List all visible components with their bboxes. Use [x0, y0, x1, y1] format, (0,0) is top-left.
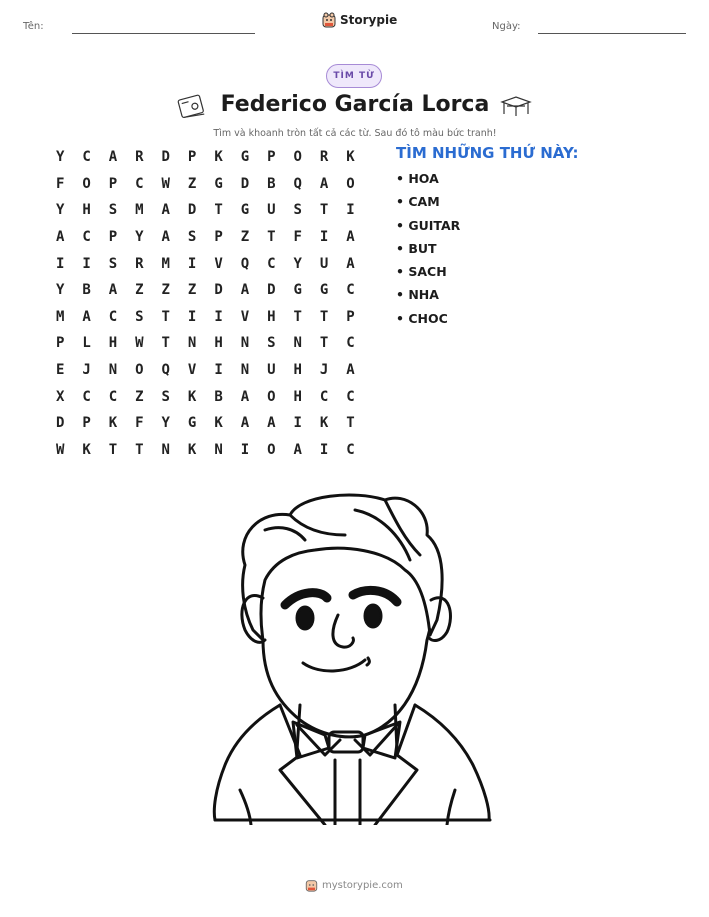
- grid-letter[interactable]: T: [267, 229, 276, 246]
- grid-letter[interactable]: N: [240, 362, 250, 379]
- grid-letter[interactable]: T: [346, 415, 355, 432]
- grid-row: [47, 144, 364, 171]
- grid-letter[interactable]: I: [187, 255, 197, 272]
- grid-letter[interactable]: C: [108, 388, 118, 405]
- grid-letter[interactable]: P: [214, 229, 223, 246]
- date-label: Ngày:: [492, 21, 521, 32]
- grid-letter[interactable]: C: [319, 388, 329, 405]
- grid-letter[interactable]: C: [346, 335, 355, 352]
- grid-letter[interactable]: C: [267, 255, 276, 272]
- grid-letter[interactable]: P: [346, 308, 355, 325]
- grid-letter[interactable]: S: [108, 255, 118, 272]
- grid-letter[interactable]: N: [240, 335, 250, 352]
- grid-letter[interactable]: A: [293, 441, 302, 458]
- grid-letter[interactable]: K: [214, 415, 223, 432]
- grid-letter[interactable]: A: [108, 282, 118, 299]
- word-item: • GUITAR: [396, 217, 461, 233]
- word-search-badge: TÌM TỪ: [326, 64, 382, 88]
- grid-letter[interactable]: N: [108, 362, 118, 379]
- book-icon: [176, 92, 208, 122]
- grid-letter[interactable]: Y: [55, 282, 65, 299]
- grid-letter[interactable]: S: [108, 202, 118, 219]
- grid-row: [47, 250, 364, 277]
- grid-letter[interactable]: C: [108, 308, 118, 325]
- grid-row: [47, 383, 364, 410]
- grid-letter[interactable]: I: [214, 362, 223, 379]
- grid-letter[interactable]: P: [187, 149, 197, 166]
- grid-letter[interactable]: A: [108, 149, 118, 166]
- word-list-heading: TÌM NHỮNG THỨ NÀY:: [396, 144, 579, 162]
- word-item: • NHA: [396, 287, 439, 303]
- word-item: • CAM: [396, 194, 440, 210]
- grid-letter[interactable]: V: [240, 308, 250, 325]
- grid-letter[interactable]: R: [135, 149, 144, 166]
- grid-row: [47, 277, 364, 304]
- grid-letter[interactable]: C: [346, 282, 355, 299]
- grid-letter[interactable]: O: [346, 175, 355, 192]
- word-item: • SACH: [396, 264, 447, 280]
- brand: [322, 12, 397, 28]
- grid-letter[interactable]: F: [293, 229, 302, 246]
- storypie-footer-logo-icon: [305, 878, 318, 892]
- grid-letter[interactable]: N: [293, 335, 302, 352]
- grid-letter[interactable]: T: [135, 441, 144, 458]
- footer: [305, 878, 403, 892]
- grid-letter[interactable]: O: [267, 441, 276, 458]
- grid-letter[interactable]: I: [293, 415, 302, 432]
- grid-letter[interactable]: A: [82, 308, 91, 325]
- grid-letter[interactable]: O: [82, 175, 91, 192]
- grid-letter[interactable]: D: [267, 282, 276, 299]
- grid-letter[interactable]: O: [267, 388, 276, 405]
- grid-letter[interactable]: M: [55, 308, 65, 325]
- grid-letter[interactable]: I: [187, 308, 197, 325]
- footer-url: mystorypie.com: [322, 879, 403, 891]
- grid-row: [47, 437, 364, 464]
- grid-letter[interactable]: T: [108, 441, 118, 458]
- grid-letter[interactable]: H: [293, 362, 302, 379]
- word-item: • BUT: [396, 240, 437, 256]
- grid-row: [47, 357, 364, 384]
- grid-letter[interactable]: Q: [240, 255, 250, 272]
- grid-letter[interactable]: A: [240, 388, 250, 405]
- grid-letter[interactable]: I: [319, 441, 329, 458]
- grid-letter[interactable]: A: [319, 175, 329, 192]
- grid-row: [47, 304, 364, 331]
- grid-letter[interactable]: K: [108, 415, 118, 432]
- grid-letter[interactable]: W: [55, 441, 65, 458]
- grid-letter[interactable]: K: [346, 149, 355, 166]
- grid-letter[interactable]: K: [319, 415, 329, 432]
- grid-letter[interactable]: J: [82, 362, 91, 379]
- grid-letter[interactable]: R: [135, 255, 144, 272]
- letter-grid: [47, 144, 364, 463]
- grid-letter[interactable]: I: [346, 202, 355, 219]
- grid-letter[interactable]: A: [346, 255, 355, 272]
- grid-row: [47, 171, 364, 198]
- grid-letter[interactable]: J: [319, 362, 329, 379]
- grid-letter[interactable]: S: [267, 335, 276, 352]
- grid-letter[interactable]: S: [135, 308, 144, 325]
- grid-letter[interactable]: D: [187, 202, 197, 219]
- grid-letter[interactable]: M: [161, 255, 170, 272]
- desk-icon: [499, 94, 533, 118]
- grid-letter[interactable]: O: [135, 362, 144, 379]
- grid-letter[interactable]: B: [214, 388, 223, 405]
- grid-letter[interactable]: H: [214, 335, 223, 352]
- grid-letter[interactable]: T: [161, 335, 170, 352]
- grid-letter[interactable]: C: [82, 149, 91, 166]
- grid-letter[interactable]: X: [55, 388, 65, 405]
- grid-letter[interactable]: S: [187, 229, 197, 246]
- page-title: Federico García Lorca: [220, 92, 490, 117]
- grid-letter[interactable]: L: [82, 335, 91, 352]
- grid-letter[interactable]: B: [82, 282, 91, 299]
- grid-letter[interactable]: G: [319, 282, 329, 299]
- grid-letter[interactable]: Q: [161, 362, 170, 379]
- grid-letter[interactable]: Z: [187, 175, 197, 192]
- grid-letter[interactable]: Z: [135, 282, 144, 299]
- grid-letter[interactable]: G: [240, 202, 250, 219]
- grid-letter[interactable]: A: [346, 229, 355, 246]
- grid-letter[interactable]: Y: [161, 415, 170, 432]
- grid-letter[interactable]: C: [346, 388, 355, 405]
- storypie-logo-icon: [322, 12, 336, 28]
- grid-letter[interactable]: A: [267, 415, 276, 432]
- grid-letter[interactable]: K: [82, 441, 91, 458]
- grid-letter[interactable]: Y: [55, 202, 65, 219]
- grid-letter[interactable]: D: [214, 282, 223, 299]
- grid-letter[interactable]: U: [267, 202, 276, 219]
- date-line[interactable]: [538, 33, 686, 34]
- grid-letter[interactable]: C: [82, 388, 91, 405]
- grid-letter[interactable]: U: [267, 362, 276, 379]
- grid-letter[interactable]: H: [82, 202, 91, 219]
- grid-letter[interactable]: P: [108, 229, 118, 246]
- grid-letter[interactable]: I: [82, 255, 91, 272]
- grid-letter[interactable]: V: [187, 362, 197, 379]
- grid-letter[interactable]: Z: [135, 388, 144, 405]
- portrait-illustration: [205, 490, 505, 825]
- word-item: • HOA: [396, 171, 439, 186]
- name-line[interactable]: [72, 33, 255, 34]
- grid-letter[interactable]: I: [240, 441, 250, 458]
- grid-letter[interactable]: A: [161, 229, 170, 246]
- grid-letter[interactable]: N: [161, 441, 170, 458]
- grid-letter[interactable]: T: [319, 335, 329, 352]
- grid-letter[interactable]: Z: [240, 229, 250, 246]
- grid-letter[interactable]: S: [293, 202, 302, 219]
- grid-letter[interactable]: Q: [293, 175, 302, 192]
- grid-letter[interactable]: F: [55, 175, 65, 192]
- grid-letter[interactable]: A: [346, 362, 355, 379]
- instructions: Tìm và khoanh tròn tất cả các từ. Sau đó tô màu bức tranh!: [213, 128, 497, 139]
- grid-letter[interactable]: O: [293, 149, 302, 166]
- grid-letter[interactable]: C: [346, 441, 355, 458]
- grid-letter[interactable]: Y: [135, 229, 144, 246]
- grid-letter[interactable]: N: [214, 441, 223, 458]
- grid-letter[interactable]: G: [187, 415, 197, 432]
- grid-letter[interactable]: I: [214, 308, 223, 325]
- grid-letter[interactable]: G: [214, 175, 223, 192]
- grid-letter[interactable]: F: [135, 415, 144, 432]
- grid-letter[interactable]: T: [161, 308, 170, 325]
- grid-row: [47, 330, 364, 357]
- grid-letter[interactable]: I: [319, 229, 329, 246]
- grid-letter[interactable]: I: [55, 255, 65, 272]
- grid-letter[interactable]: D: [161, 149, 170, 166]
- grid-row: [47, 197, 364, 224]
- grid-letter[interactable]: T: [293, 308, 302, 325]
- grid-letter[interactable]: T: [319, 308, 329, 325]
- grid-letter[interactable]: Y: [55, 149, 65, 166]
- grid-letter[interactable]: S: [161, 388, 170, 405]
- grid-letter[interactable]: Z: [161, 282, 170, 299]
- grid-letter[interactable]: P: [82, 415, 91, 432]
- grid-letter[interactable]: T: [214, 202, 223, 219]
- grid-letter[interactable]: H: [108, 335, 118, 352]
- grid-letter[interactable]: G: [293, 282, 302, 299]
- grid-letter[interactable]: Y: [293, 255, 302, 272]
- grid-letter[interactable]: R: [319, 149, 329, 166]
- grid-letter[interactable]: K: [187, 441, 197, 458]
- grid-letter[interactable]: Z: [187, 282, 197, 299]
- grid-letter[interactable]: A: [240, 415, 250, 432]
- grid-row: [47, 410, 364, 437]
- grid-letter[interactable]: C: [82, 229, 91, 246]
- grid-letter[interactable]: T: [319, 202, 329, 219]
- word-item: • CHOC: [396, 310, 448, 326]
- grid-row: [47, 224, 364, 251]
- grid-letter[interactable]: P: [55, 335, 65, 352]
- grid-letter[interactable]: V: [214, 255, 223, 272]
- brand-name: Storypie: [340, 13, 398, 27]
- grid-letter[interactable]: A: [161, 202, 170, 219]
- grid-letter[interactable]: K: [187, 388, 197, 405]
- grid-letter[interactable]: A: [55, 229, 65, 246]
- grid-letter[interactable]: H: [267, 308, 276, 325]
- grid-letter[interactable]: N: [187, 335, 197, 352]
- grid-letter[interactable]: P: [108, 175, 118, 192]
- grid-letter[interactable]: G: [240, 149, 250, 166]
- grid-letter[interactable]: H: [293, 388, 302, 405]
- grid-letter[interactable]: K: [214, 149, 223, 166]
- grid-letter[interactable]: A: [240, 282, 250, 299]
- grid-letter[interactable]: W: [135, 335, 144, 352]
- grid-letter[interactable]: U: [319, 255, 329, 272]
- grid-letter[interactable]: B: [267, 175, 276, 192]
- grid-letter[interactable]: C: [135, 175, 144, 192]
- grid-letter[interactable]: E: [55, 362, 65, 379]
- grid-letter[interactable]: W: [161, 175, 170, 192]
- grid-letter[interactable]: M: [135, 202, 144, 219]
- name-label: Tên:: [23, 21, 44, 32]
- grid-letter[interactable]: D: [55, 415, 65, 432]
- grid-letter[interactable]: D: [240, 175, 250, 192]
- grid-letter[interactable]: P: [267, 149, 276, 166]
- word-list: [396, 171, 460, 334]
